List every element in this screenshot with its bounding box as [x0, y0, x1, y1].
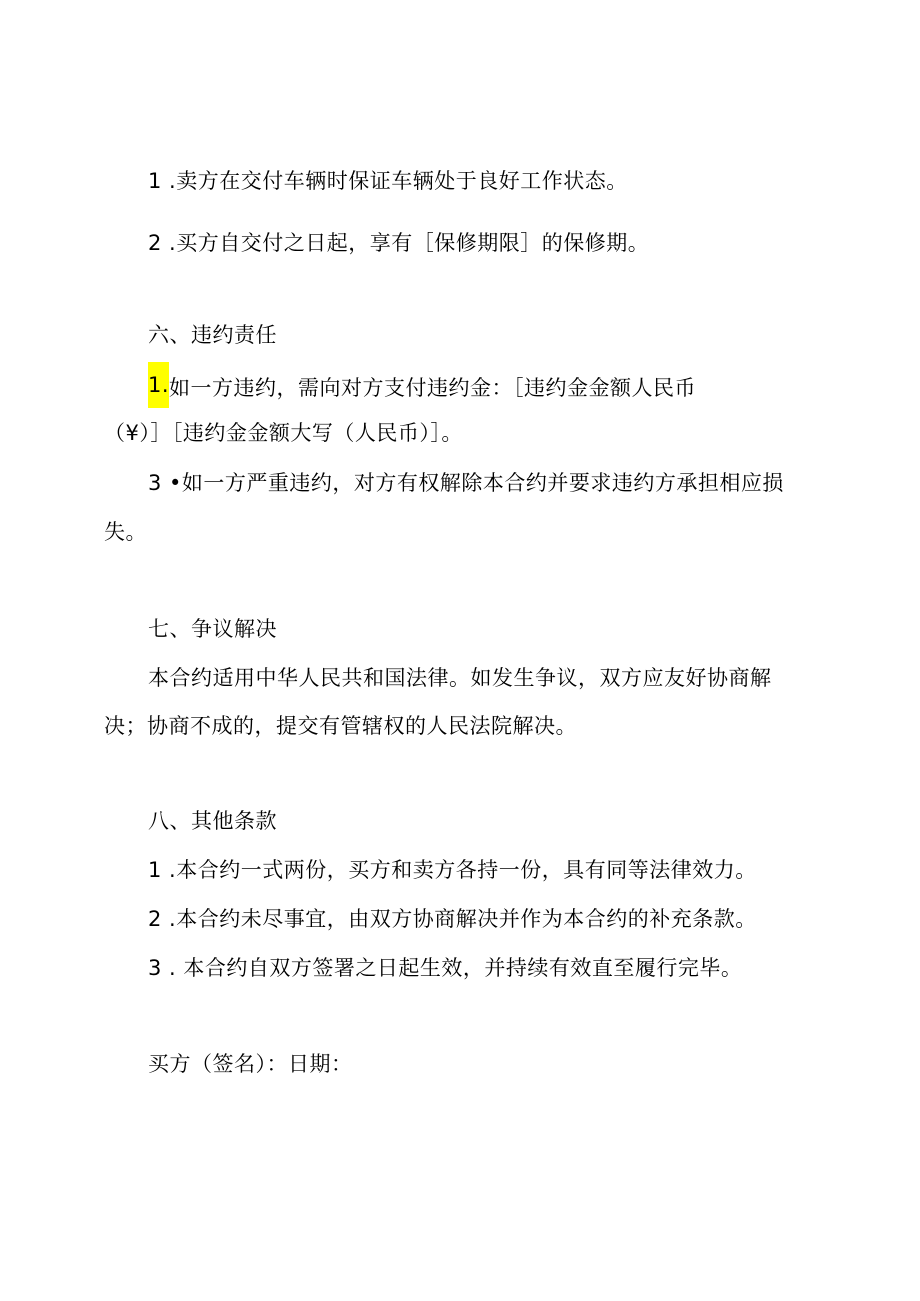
warranty-item-2: 2 .买方自交付之日起，享有［保修期限］的保修期。	[148, 231, 650, 255]
dispute-paragraph-line-1: 本合约适用中华人民共和国法律。如发生争议，双方应友好协商解	[148, 666, 772, 690]
other-item-2: 2 .本合约未尽事宜，由双方协商解决并作为本合约的补充条款。	[148, 907, 757, 931]
other-item-1: 1 .本合约一式两份，买方和卖方各持一份，具有同等法律效力。	[148, 858, 757, 882]
dispute-heading: 七、争议解决	[148, 617, 277, 641]
breach-heading: 六、违约责任	[148, 323, 277, 347]
buyer-signature-line: 买方（签名）：日期：	[148, 1052, 353, 1076]
warranty-item-1: 1 .卖方在交付车辆时保证车辆处于良好工作状态。	[148, 169, 628, 193]
other-heading: 八、其他条款	[148, 809, 277, 833]
breach-item-1	[148, 370, 696, 408]
highlighted-number: 1.	[148, 362, 169, 408]
other-item-3: 3 . 本合约自双方签署之日起生效，并持续有效直至履行完毕。	[148, 956, 743, 980]
breach-item-3: 3 •如一方严重违约，对方有权解除本合约并要求违约方承担相应损	[148, 471, 784, 495]
breach-item-3-continuation: 失。	[104, 520, 147, 544]
breach-item-1-continuation: （¥）］［违约金金额大写（人民币）］。	[104, 421, 463, 445]
breach-item-1-text: 如一方违约，需向对方支付违约金：［违约金金额人民币	[169, 376, 697, 400]
dispute-paragraph-line-2: 决；协商不成的，提交有管辖权的人民法院解决。	[104, 714, 577, 738]
